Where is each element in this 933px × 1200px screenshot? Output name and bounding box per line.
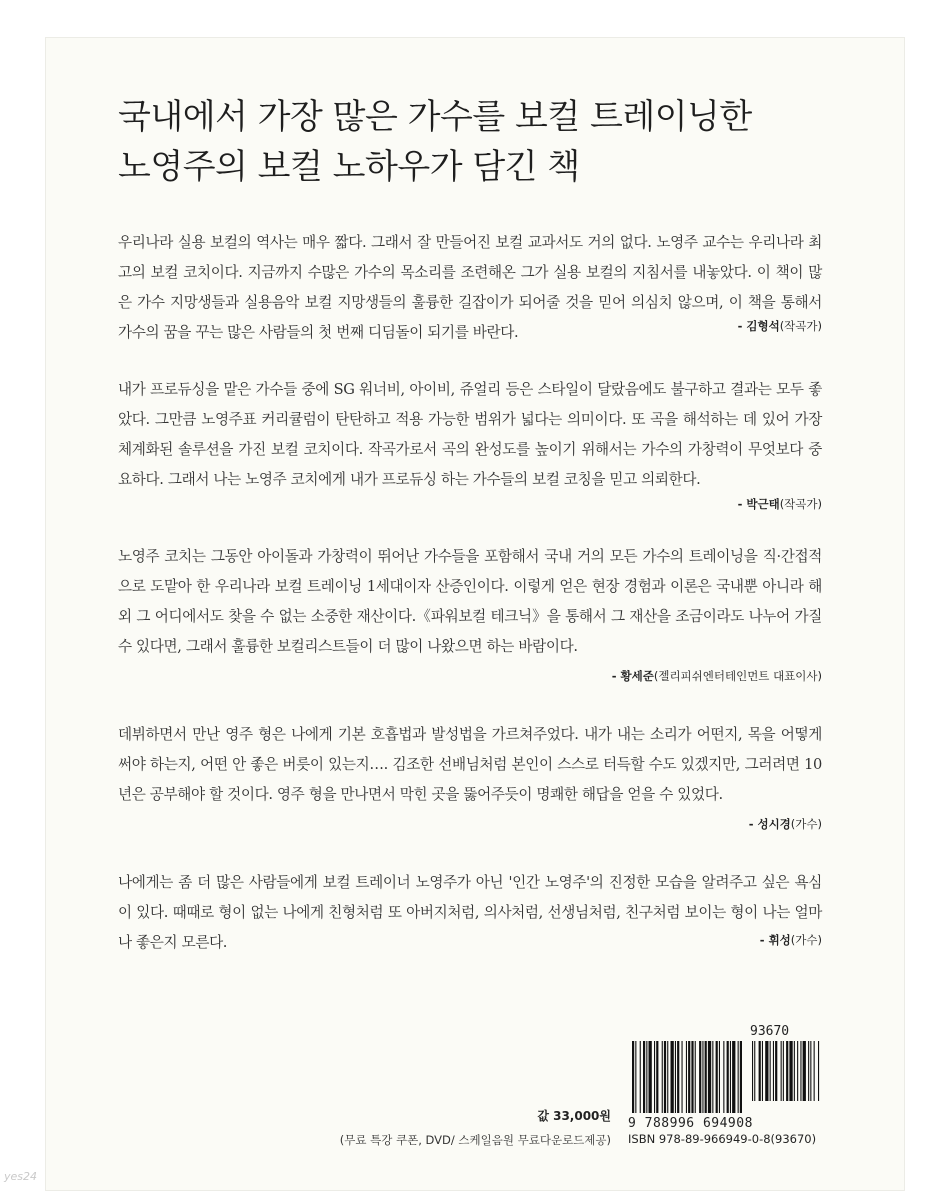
blurb-kim-hyungseok: 우리나라 실용 보컬의 역사는 매우 짧다. 그래서 잘 만들어진 보컬 교과서도 거의 없다. 노영주 교수는 우리나라 최고의 보컬 코치이다. 지금까지 수많은 가수의 목소리를 조련해온 그가 실용 보컬의 지침서를 내놓았다. 이 책이 많은 가수 지망생들과 실용음악 보컬 지망생들의 훌륭한 길잡이가 되어줄 것을 믿어 의심치 않으며, 이 책을 통해서 가수의 꿈을 꾸는 많은 사람들의 첫 번째 디딤돌이 되기를 바란다. [118, 234, 822, 341]
barcode-bar [719, 1041, 720, 1113]
isbn-text: ISBN 978-89-966949-0-8(93670) [628, 1132, 817, 1146]
barcode-bar [740, 1041, 742, 1113]
barcode-bar [738, 1041, 739, 1113]
price: 값 33,000원 [537, 1109, 611, 1123]
attribution-sung-sikyung [749, 816, 822, 832]
addon-bar [800, 1041, 801, 1101]
blurb-park-geuntae: 내가 프로듀싱을 맡은 가수들 중에 SG 워너비, 아이비, 쥬얼리 등은 스타일이 달랐음에도 불구하고 결과는 모두 좋았다. 그만큼 노영주표 커리큘럼이 탄탄하고 적용 가능한 범위가 넓다는 의미이다. 또 곡을 해석하는 데 있어 가장 체계화된 솔루션을 가진 보컬 코치이다. 작곡가로서 곡의 완성도를 높이기 위해서는 가수의 가창력이 무엇보다 중요하다. 그래서 나는 노영주 코치에게 내가 프로듀싱 하는 가수들의 보컬 코칭을 믿고 의뢰한다. [118, 381, 822, 488]
attribution-kim-hyungseok [738, 318, 822, 334]
attribution-role: (작곡가) [779, 319, 822, 333]
blurb-wheesung: 나에게는 좀 더 많은 사람들에게 보컬 트레이너 노영주가 아닌 '인간 노영주'의 진정한 모습을 알려주고 싶은 욕심이 있다. 때때로 형이 없는 나에게 친형처럼 또 아버지처럼, 의사처럼, 선생님처럼, 친구처럼 보이는 형이 나는 얼마나 좋은지 모른다. [118, 874, 822, 951]
barcode-bar [671, 1041, 674, 1113]
attribution-name: - 휘성 [759, 933, 791, 947]
attribution-name: - 성시경 [748, 817, 791, 831]
barcode-bar [688, 1041, 690, 1113]
barcode-bar [732, 1041, 735, 1113]
blurb-sung-sikyung: 데뷔하면서 만난 영주 형은 나에게 기본 호흡법과 발성법을 가르쳐주었다. 내가 내는 소리가 어떤지, 목을 어떻게 써야 하는지, 어떤 안 좋은 버릇이 있는지…. 김조한 선배님처럼 본인이 스스로 터득할 수도 있겠지만, 그러려면 10년은 공부해야 할 것이다. 영주 형을 만나면서 막힌 곳을 뚫어주듯이 명쾌한 해답을 얻을 수 있었다. [118, 726, 822, 803]
addon-bar [789, 1041, 792, 1101]
addon-bar [794, 1041, 795, 1101]
barcode-bar [662, 1041, 663, 1113]
attribution-wheesung [760, 932, 822, 948]
barcode-bar [654, 1041, 655, 1113]
barcode-bar [712, 1041, 713, 1113]
attribution-name: - 황세준 [611, 669, 654, 683]
barcode-bar [723, 1041, 724, 1113]
attribution-hwang-sejun [612, 668, 822, 684]
attribution-role: (작곡가) [779, 497, 822, 511]
barcode-bar [656, 1041, 658, 1113]
barcode-bar [649, 1041, 652, 1113]
barcode-bar [643, 1041, 645, 1113]
barcode-bar [699, 1041, 701, 1113]
isbn-barcode [628, 1024, 824, 1132]
addon-bar [752, 1041, 753, 1101]
addon-bar [797, 1041, 798, 1101]
addon-bar [810, 1041, 811, 1101]
barcode-bar [730, 1041, 731, 1113]
yes24-watermark: yes24 [4, 1170, 38, 1183]
addon-bar [773, 1041, 774, 1101]
barcode-bar [682, 1041, 683, 1113]
addon-bar [765, 1041, 768, 1101]
attribution-name: - 박근태 [737, 497, 780, 511]
attribution-name: - 김형석 [737, 319, 780, 333]
headline-line-1: 국내에서 가장 많은 가수를 보컬 트레이닝한 [118, 97, 752, 137]
addon-bar [786, 1041, 788, 1101]
addon-bar [783, 1041, 784, 1101]
attribution-role: (가수) [790, 817, 822, 831]
addon-bar [770, 1041, 771, 1101]
addon-bar [762, 1041, 763, 1101]
addon-digits: 93670 [750, 1024, 790, 1039]
barcode-bar [677, 1041, 679, 1113]
barcode-bar [695, 1041, 696, 1113]
barcode-bar [716, 1041, 718, 1113]
addon-bar [781, 1041, 782, 1101]
barcode-bar [727, 1041, 729, 1113]
attribution-park-geuntae [738, 496, 822, 512]
addon-bar [808, 1041, 809, 1101]
addon-bar [803, 1041, 806, 1101]
headline-line-2: 노영주의 보컬 노하우가 담긴 책 [118, 147, 580, 187]
addon-bar [759, 1041, 761, 1101]
attribution-role: (젤리피쉬엔터테인먼트 대표이사) [653, 669, 822, 683]
addon-bar [818, 1041, 819, 1101]
barcode-bar [702, 1041, 703, 1113]
barcode-bar [664, 1041, 666, 1113]
barcode-bar [686, 1041, 687, 1113]
addon-bar [775, 1041, 777, 1101]
barcode-bar [705, 1041, 707, 1113]
barcode-number: 9 788996 694908 [628, 1116, 753, 1131]
bonus-note: (무료 특강 쿠폰, DVD/ 스케일음원 무료다운로드제공) [339, 1133, 611, 1147]
addon-bar [814, 1041, 815, 1101]
attribution-role: (가수) [790, 933, 822, 947]
barcode-bar [708, 1041, 711, 1113]
barcode-bar [646, 1041, 647, 1113]
addon-bar [754, 1041, 755, 1101]
barcode-bar [632, 1041, 634, 1113]
barcode-bar [691, 1041, 693, 1113]
blurb-hwang-sejun: 노영주 코치는 그동안 아이돌과 가창력이 뛰어난 가수들을 포함해서 국내 거의 모든 가수의 트레이닝을 직·간접적으로 도맡아 한 우리나라 보컬 트레이닝 1세대이자 산증인이다. 이렇게 얻은 현장 경험과 이론은 국내뿐 아니라 해외 그 어디에서도 찾을 수 없는 소중한 재산이다.《파워보컬 테크닉》을 통해서 그 재산을 조금이라도 나누어 가질 수 있다면, 그래서 훌륭한 보컬리스트들이 더 많이 나왔으면 하는 바람이다. [118, 548, 822, 655]
barcode-bar [667, 1041, 668, 1113]
barcode-bars [628, 1041, 824, 1115]
barcode-bar [675, 1041, 676, 1113]
headline [118, 92, 752, 192]
barcode-bar [640, 1041, 641, 1113]
barcode-bar [635, 1041, 636, 1113]
